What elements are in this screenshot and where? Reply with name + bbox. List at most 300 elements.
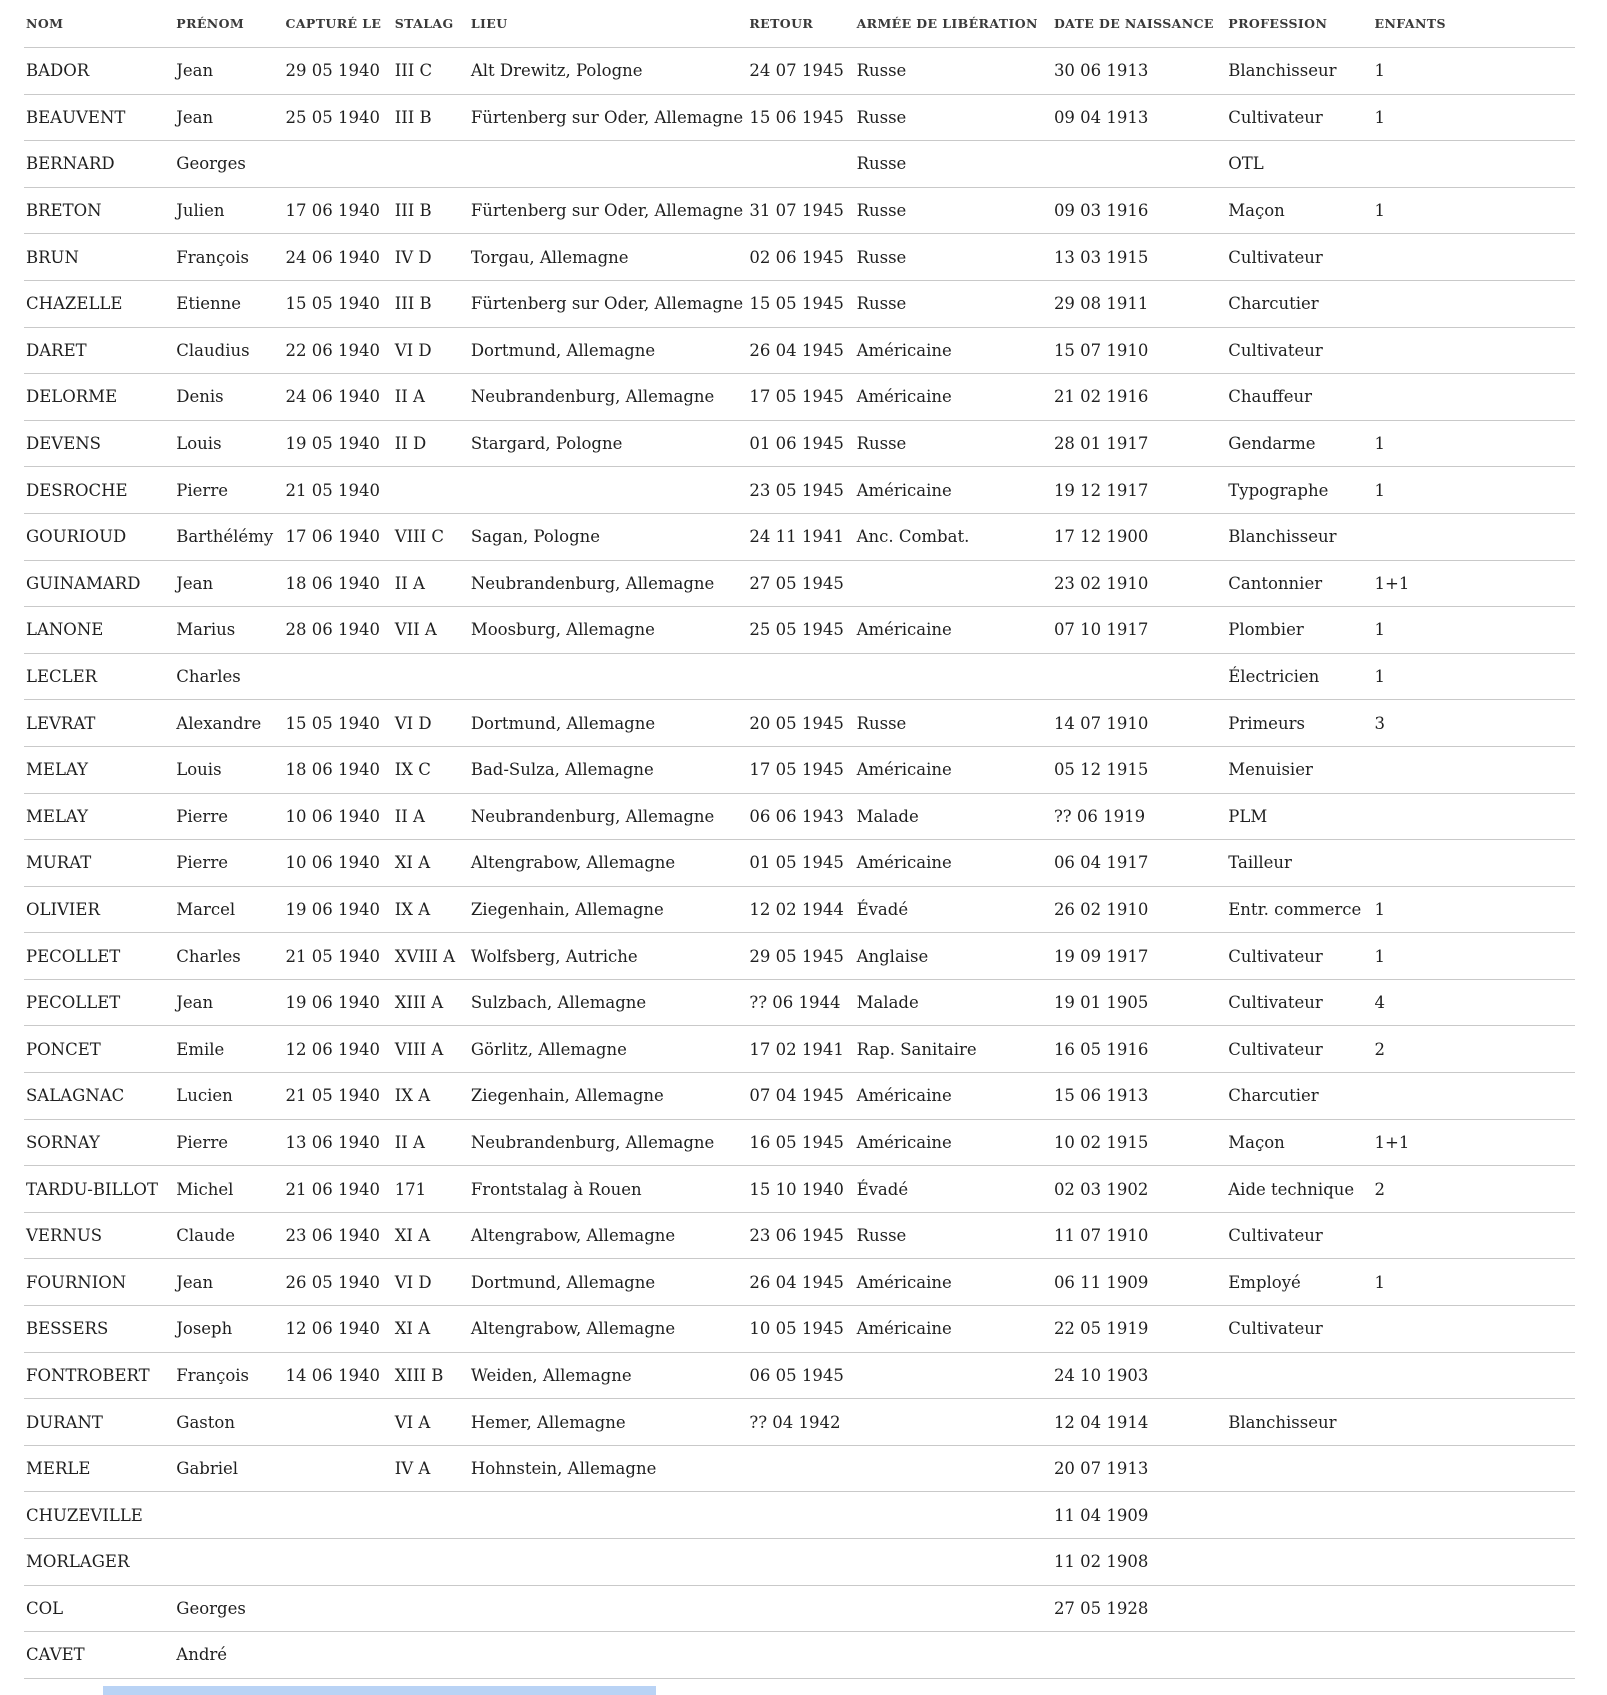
cell-date-de-naissance: 06 11 1909 — [1052, 1259, 1226, 1306]
cell-enfants — [1373, 1306, 1575, 1353]
cell-prenom: Alexandre — [174, 700, 283, 747]
cell-lieu: Dortmund, Allemagne — [469, 327, 748, 374]
cell-armee-de-liberation: Russe — [855, 1212, 1052, 1259]
cell-enfants: 2 — [1373, 1026, 1575, 1073]
cell-profession — [1226, 1585, 1372, 1632]
cell-capture-le: 19 06 1940 — [283, 979, 392, 1026]
cell-retour: ?? 04 1942 — [747, 1399, 854, 1446]
cell-enfants — [1373, 840, 1575, 887]
table-row — [24, 234, 1575, 281]
cell-armee-de-liberation — [855, 1352, 1052, 1399]
cell-lieu: Moosburg, Allemagne — [469, 607, 748, 654]
cell-profession: Blanchisseur — [1226, 48, 1372, 95]
cell-armee-de-liberation: Malade — [855, 979, 1052, 1026]
cell-prenom: Emile — [174, 1026, 283, 1073]
cell-armee-de-liberation: Anglaise — [855, 933, 1052, 980]
cell-stalag: IV A — [393, 1445, 469, 1492]
cell-nom: TARDU-BILLOT — [24, 1166, 174, 1213]
cell-nom: BESSERS — [24, 1306, 174, 1353]
cell-retour: 24 11 1941 — [747, 513, 854, 560]
cell-lieu: Neubrandenburg, Allemagne — [469, 1119, 748, 1166]
cell-date-de-naissance: 15 07 1910 — [1052, 327, 1226, 374]
cell-stalag: 171 — [393, 1166, 469, 1213]
cell-enfants — [1373, 1399, 1575, 1446]
table-row — [24, 607, 1575, 654]
cell-stalag: IX C — [393, 746, 469, 793]
table-row — [24, 840, 1575, 887]
cell-date-de-naissance: 02 03 1902 — [1052, 1166, 1226, 1213]
cell-retour: ?? 06 1944 — [747, 979, 854, 1026]
cell-profession — [1226, 1352, 1372, 1399]
cell-enfants — [1373, 141, 1575, 188]
cell-stalag — [393, 1632, 469, 1679]
cell-stalag: II A — [393, 793, 469, 840]
cell-enfants: 1 — [1373, 187, 1575, 234]
cell-nom: MELAY — [24, 793, 174, 840]
cell-stalag — [393, 1539, 469, 1586]
cell-nom: OLIVIER — [24, 886, 174, 933]
cell-prenom: François — [174, 1352, 283, 1399]
cell-prenom: Charles — [174, 933, 283, 980]
cell-stalag: XI A — [393, 840, 469, 887]
cell-prenom: Julien — [174, 187, 283, 234]
cell-nom: MELAY — [24, 746, 174, 793]
cell-enfants: 1 — [1373, 1259, 1575, 1306]
cell-armee-de-liberation — [855, 1539, 1052, 1586]
cell-date-de-naissance: 19 09 1917 — [1052, 933, 1226, 980]
cell-enfants — [1373, 1632, 1575, 1679]
cell-lieu: Altengrabow, Allemagne — [469, 1306, 748, 1353]
cell-enfants — [1373, 1212, 1575, 1259]
cell-retour: 16 05 1945 — [747, 1119, 854, 1166]
cell-date-de-naissance: 14 07 1910 — [1052, 700, 1226, 747]
cell-capture-le: 14 06 1940 — [283, 1352, 392, 1399]
cell-date-de-naissance — [1052, 141, 1226, 188]
cell-lieu — [469, 1585, 748, 1632]
cell-lieu — [469, 1539, 748, 1586]
table-row — [24, 374, 1575, 421]
table-row — [24, 746, 1575, 793]
table-body — [24, 48, 1575, 1679]
cell-capture-le — [283, 653, 392, 700]
cell-capture-le: 24 06 1940 — [283, 234, 392, 281]
table-row — [24, 1306, 1575, 1353]
cell-capture-le — [283, 141, 392, 188]
cell-prenom: Michel — [174, 1166, 283, 1213]
cell-date-de-naissance: 07 10 1917 — [1052, 607, 1226, 654]
cell-profession: Cultivateur — [1226, 933, 1372, 980]
cell-profession: Cultivateur — [1226, 979, 1372, 1026]
cell-retour: 20 05 1945 — [747, 700, 854, 747]
cell-armee-de-liberation: Russe — [855, 420, 1052, 467]
cell-profession: PLM — [1226, 793, 1372, 840]
cell-armee-de-liberation: Évadé — [855, 886, 1052, 933]
cell-lieu: Sulzbach, Allemagne — [469, 979, 748, 1026]
cell-capture-le — [283, 1539, 392, 1586]
table-row — [24, 94, 1575, 141]
cell-stalag: XI A — [393, 1212, 469, 1259]
cell-lieu: Görlitz, Allemagne — [469, 1026, 748, 1073]
cell-stalag: II A — [393, 1119, 469, 1166]
cell-prenom: Etienne — [174, 280, 283, 327]
cell-stalag — [393, 1492, 469, 1539]
cell-nom: BRUN — [24, 234, 174, 281]
cell-profession: Primeurs — [1226, 700, 1372, 747]
cell-profession: Blanchisseur — [1226, 1399, 1372, 1446]
table-row — [24, 327, 1575, 374]
table-row — [24, 1585, 1575, 1632]
cell-date-de-naissance: 26 02 1910 — [1052, 886, 1226, 933]
cell-lieu: Frontstalag à Rouen — [469, 1166, 748, 1213]
cell-armee-de-liberation: Russe — [855, 187, 1052, 234]
cell-armee-de-liberation: Américaine — [855, 1259, 1052, 1306]
cell-capture-le: 26 05 1940 — [283, 1259, 392, 1306]
table-row — [24, 187, 1575, 234]
cell-stalag: III C — [393, 48, 469, 95]
cell-retour: 25 05 1945 — [747, 607, 854, 654]
cell-nom: MERLE — [24, 1445, 174, 1492]
cell-nom: BRETON — [24, 187, 174, 234]
cell-retour: 23 05 1945 — [747, 467, 854, 514]
cell-profession: Tailleur — [1226, 840, 1372, 887]
cell-retour: 15 10 1940 — [747, 1166, 854, 1213]
column-header-capture-le: CAPTURÉ LE — [283, 0, 392, 48]
cell-stalag: IX A — [393, 1073, 469, 1120]
cell-profession: Cultivateur — [1226, 234, 1372, 281]
cell-profession: Cultivateur — [1226, 1306, 1372, 1353]
cell-date-de-naissance: 23 02 1910 — [1052, 560, 1226, 607]
cell-profession — [1226, 1632, 1372, 1679]
cell-enfants — [1373, 234, 1575, 281]
cell-armee-de-liberation: Américaine — [855, 1073, 1052, 1120]
cell-prenom: Gaston — [174, 1399, 283, 1446]
cell-armee-de-liberation: Russe — [855, 280, 1052, 327]
table-row — [24, 467, 1575, 514]
cell-prenom: Pierre — [174, 467, 283, 514]
cell-lieu: Dortmund, Allemagne — [469, 1259, 748, 1306]
cell-enfants: 1 — [1373, 653, 1575, 700]
column-header-enfants: ENFANTS — [1373, 0, 1575, 48]
partial-row-highlight — [103, 1686, 656, 1695]
cell-armee-de-liberation: Russe — [855, 700, 1052, 747]
cell-stalag: VIII C — [393, 513, 469, 560]
cell-capture-le: 19 06 1940 — [283, 886, 392, 933]
cell-nom: GOURIOUD — [24, 513, 174, 560]
cell-retour: 02 06 1945 — [747, 234, 854, 281]
cell-enfants: 1 — [1373, 933, 1575, 980]
cell-enfants — [1373, 1585, 1575, 1632]
cell-date-de-naissance: 30 06 1913 — [1052, 48, 1226, 95]
cell-armee-de-liberation: Américaine — [855, 327, 1052, 374]
cell-nom: GUINAMARD — [24, 560, 174, 607]
cell-profession: Plombier — [1226, 607, 1372, 654]
cell-armee-de-liberation: Américaine — [855, 840, 1052, 887]
cell-date-de-naissance: 09 04 1913 — [1052, 94, 1226, 141]
cell-capture-le — [283, 1585, 392, 1632]
cell-profession — [1226, 1539, 1372, 1586]
cell-nom: CAVET — [24, 1632, 174, 1679]
cell-prenom: Louis — [174, 420, 283, 467]
cell-stalag — [393, 1585, 469, 1632]
table-row — [24, 1399, 1575, 1446]
cell-capture-le — [283, 1445, 392, 1492]
cell-retour: 01 06 1945 — [747, 420, 854, 467]
cell-enfants — [1373, 1492, 1575, 1539]
cell-date-de-naissance: 09 03 1916 — [1052, 187, 1226, 234]
cell-enfants — [1373, 746, 1575, 793]
cell-stalag: IV D — [393, 234, 469, 281]
cell-armee-de-liberation — [855, 1492, 1052, 1539]
cell-retour: 29 05 1945 — [747, 933, 854, 980]
cell-stalag: IX A — [393, 886, 469, 933]
table-row — [24, 1073, 1575, 1120]
cell-nom: PONCET — [24, 1026, 174, 1073]
cell-lieu: Wolfsberg, Autriche — [469, 933, 748, 980]
cell-profession: Gendarme — [1226, 420, 1372, 467]
cell-retour: 27 05 1945 — [747, 560, 854, 607]
cell-retour: 31 07 1945 — [747, 187, 854, 234]
cell-capture-le: 13 06 1940 — [283, 1119, 392, 1166]
cell-prenom: Georges — [174, 141, 283, 188]
table-row — [24, 1539, 1575, 1586]
cell-lieu — [469, 1492, 748, 1539]
cell-armee-de-liberation — [855, 1632, 1052, 1679]
cell-lieu: Altengrabow, Allemagne — [469, 840, 748, 887]
cell-capture-le: 19 05 1940 — [283, 420, 392, 467]
cell-stalag: VIII A — [393, 1026, 469, 1073]
cell-nom: BERNARD — [24, 141, 174, 188]
cell-enfants: 1 — [1373, 48, 1575, 95]
cell-armee-de-liberation — [855, 1585, 1052, 1632]
column-header-retour: RETOUR — [747, 0, 854, 48]
cell-capture-le: 25 05 1940 — [283, 94, 392, 141]
cell-prenom: Lucien — [174, 1073, 283, 1120]
cell-lieu: Stargard, Pologne — [469, 420, 748, 467]
cell-capture-le: 17 06 1940 — [283, 513, 392, 560]
cell-date-de-naissance: 06 04 1917 — [1052, 840, 1226, 887]
table-row — [24, 1026, 1575, 1073]
cell-enfants: 4 — [1373, 979, 1575, 1026]
cell-armee-de-liberation: Américaine — [855, 1119, 1052, 1166]
cell-lieu: Ziegenhain, Allemagne — [469, 886, 748, 933]
cell-date-de-naissance: 28 01 1917 — [1052, 420, 1226, 467]
cell-retour — [747, 1445, 854, 1492]
cell-profession: OTL — [1226, 141, 1372, 188]
cell-date-de-naissance: 22 05 1919 — [1052, 1306, 1226, 1353]
cell-capture-le: 18 06 1940 — [283, 746, 392, 793]
cell-capture-le: 21 05 1940 — [283, 933, 392, 980]
cell-prenom: Pierre — [174, 793, 283, 840]
cell-capture-le — [283, 1399, 392, 1446]
cell-capture-le: 28 06 1940 — [283, 607, 392, 654]
cell-date-de-naissance: 19 12 1917 — [1052, 467, 1226, 514]
cell-enfants: 1+1 — [1373, 1119, 1575, 1166]
cell-lieu: Neubrandenburg, Allemagne — [469, 560, 748, 607]
cell-lieu: Dortmund, Allemagne — [469, 700, 748, 747]
table-row — [24, 1119, 1575, 1166]
table-row — [24, 793, 1575, 840]
cell-profession: Cultivateur — [1226, 94, 1372, 141]
cell-capture-le: 12 06 1940 — [283, 1026, 392, 1073]
cell-lieu: Altengrabow, Allemagne — [469, 1212, 748, 1259]
cell-retour — [747, 1632, 854, 1679]
cell-stalag: XI A — [393, 1306, 469, 1353]
cell-lieu: Torgau, Allemagne — [469, 234, 748, 281]
cell-nom: DELORME — [24, 374, 174, 421]
cell-lieu — [469, 467, 748, 514]
cell-retour: 06 05 1945 — [747, 1352, 854, 1399]
cell-armee-de-liberation: Américaine — [855, 467, 1052, 514]
cell-enfants — [1373, 513, 1575, 560]
table-row — [24, 1632, 1575, 1679]
cell-lieu: Alt Drewitz, Pologne — [469, 48, 748, 95]
cell-capture-le: 18 06 1940 — [283, 560, 392, 607]
cell-profession: Chauffeur — [1226, 374, 1372, 421]
cell-prenom: Jean — [174, 1259, 283, 1306]
cell-armee-de-liberation — [855, 560, 1052, 607]
header-row — [24, 0, 1575, 48]
cell-nom: COL — [24, 1585, 174, 1632]
cell-retour: 06 06 1943 — [747, 793, 854, 840]
cell-armee-de-liberation — [855, 1445, 1052, 1492]
cell-profession: Maçon — [1226, 187, 1372, 234]
cell-nom: DESROCHE — [24, 467, 174, 514]
cell-capture-le: 21 05 1940 — [283, 467, 392, 514]
cell-armee-de-liberation: Américaine — [855, 607, 1052, 654]
cell-enfants: 1 — [1373, 420, 1575, 467]
cell-lieu — [469, 141, 748, 188]
cell-date-de-naissance: 11 07 1910 — [1052, 1212, 1226, 1259]
cell-date-de-naissance: 12 04 1914 — [1052, 1399, 1226, 1446]
cell-enfants — [1373, 1445, 1575, 1492]
cell-enfants — [1373, 327, 1575, 374]
cell-nom: DURANT — [24, 1399, 174, 1446]
table-row — [24, 48, 1575, 95]
cell-enfants: 1 — [1373, 94, 1575, 141]
table-row — [24, 1352, 1575, 1399]
cell-capture-le: 24 06 1940 — [283, 374, 392, 421]
cell-enfants — [1373, 374, 1575, 421]
cell-retour — [747, 653, 854, 700]
cell-profession: Typographe — [1226, 467, 1372, 514]
cell-retour — [747, 1539, 854, 1586]
cell-enfants — [1373, 793, 1575, 840]
cell-date-de-naissance: 20 07 1913 — [1052, 1445, 1226, 1492]
cell-prenom: André — [174, 1632, 283, 1679]
cell-date-de-naissance: 16 05 1916 — [1052, 1026, 1226, 1073]
cell-profession: Cultivateur — [1226, 1026, 1372, 1073]
cell-lieu — [469, 653, 748, 700]
cell-prenom — [174, 1539, 283, 1586]
cell-lieu: Weiden, Allemagne — [469, 1352, 748, 1399]
cell-capture-le: 29 05 1940 — [283, 48, 392, 95]
cell-profession: Charcutier — [1226, 280, 1372, 327]
cell-profession: Cantonnier — [1226, 560, 1372, 607]
table-row — [24, 1445, 1575, 1492]
cell-date-de-naissance: 11 02 1908 — [1052, 1539, 1226, 1586]
cell-date-de-naissance — [1052, 653, 1226, 700]
cell-lieu: Hohnstein, Allemagne — [469, 1445, 748, 1492]
cell-prenom — [174, 1492, 283, 1539]
cell-profession: Entr. commerce — [1226, 886, 1372, 933]
cell-profession: Maçon — [1226, 1119, 1372, 1166]
cell-retour — [747, 1585, 854, 1632]
table-row — [24, 700, 1575, 747]
cell-retour: 26 04 1945 — [747, 327, 854, 374]
cell-profession: Aide technique — [1226, 1166, 1372, 1213]
cell-enfants: 1 — [1373, 607, 1575, 654]
cell-armee-de-liberation: Russe — [855, 141, 1052, 188]
cell-armee-de-liberation — [855, 1399, 1052, 1446]
cell-capture-le: 21 06 1940 — [283, 1166, 392, 1213]
column-header-prenom: PRÉNOM — [174, 0, 283, 48]
cell-enfants: 2 — [1373, 1166, 1575, 1213]
cell-lieu: Fürtenberg sur Oder, Allemagne — [469, 280, 748, 327]
cell-capture-le: 15 05 1940 — [283, 280, 392, 327]
cell-stalag — [393, 141, 469, 188]
cell-nom: CHAZELLE — [24, 280, 174, 327]
cell-lieu: Hemer, Allemagne — [469, 1399, 748, 1446]
cell-stalag: VI D — [393, 700, 469, 747]
cell-stalag — [393, 653, 469, 700]
cell-nom: LECLER — [24, 653, 174, 700]
cell-stalag: VII A — [393, 607, 469, 654]
cell-profession — [1226, 1492, 1372, 1539]
cell-armee-de-liberation — [855, 653, 1052, 700]
cell-capture-le: 15 05 1940 — [283, 700, 392, 747]
cell-lieu: Sagan, Pologne — [469, 513, 748, 560]
cell-armee-de-liberation: Évadé — [855, 1166, 1052, 1213]
cell-stalag: III B — [393, 94, 469, 141]
column-header-stalag: STALAG — [393, 0, 469, 48]
cell-armee-de-liberation: Américaine — [855, 1306, 1052, 1353]
cell-date-de-naissance: 24 10 1903 — [1052, 1352, 1226, 1399]
cell-lieu: Bad-Sulza, Allemagne — [469, 746, 748, 793]
cell-capture-le: 23 06 1940 — [283, 1212, 392, 1259]
cell-nom: DARET — [24, 327, 174, 374]
cell-capture-le — [283, 1492, 392, 1539]
cell-armee-de-liberation: Rap. Sanitaire — [855, 1026, 1052, 1073]
cell-date-de-naissance: 13 03 1915 — [1052, 234, 1226, 281]
cell-prenom: Marcel — [174, 886, 283, 933]
cell-armee-de-liberation: Américaine — [855, 746, 1052, 793]
cell-enfants — [1373, 1352, 1575, 1399]
cell-prenom: Jean — [174, 560, 283, 607]
table-row — [24, 886, 1575, 933]
cell-date-de-naissance — [1052, 1632, 1226, 1679]
cell-nom: MORLAGER — [24, 1539, 174, 1586]
cell-profession: Électricien — [1226, 653, 1372, 700]
cell-lieu: Fürtenberg sur Oder, Allemagne — [469, 187, 748, 234]
table-row — [24, 1259, 1575, 1306]
cell-nom: FONTROBERT — [24, 1352, 174, 1399]
cell-retour — [747, 141, 854, 188]
table-row — [24, 141, 1575, 188]
cell-date-de-naissance: 27 05 1928 — [1052, 1585, 1226, 1632]
cell-capture-le: 21 05 1940 — [283, 1073, 392, 1120]
cell-stalag: VI D — [393, 1259, 469, 1306]
cell-capture-le: 22 06 1940 — [283, 327, 392, 374]
cell-prenom: François — [174, 234, 283, 281]
cell-lieu: Neubrandenburg, Allemagne — [469, 374, 748, 421]
table-row — [24, 420, 1575, 467]
cell-date-de-naissance: 11 04 1909 — [1052, 1492, 1226, 1539]
cell-nom: DEVENS — [24, 420, 174, 467]
cell-date-de-naissance: ?? 06 1919 — [1052, 793, 1226, 840]
cell-stalag: XIII A — [393, 979, 469, 1026]
cell-lieu: Neubrandenburg, Allemagne — [469, 793, 748, 840]
cell-retour — [747, 1492, 854, 1539]
